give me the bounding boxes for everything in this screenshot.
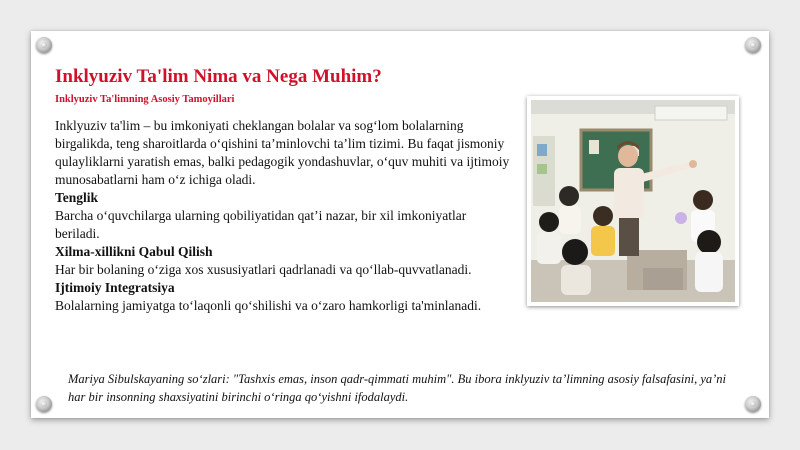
classroom-image	[527, 96, 739, 306]
slide-subtitle: Inklyuziv Ta'limning Asosiy Tamoyillari	[55, 94, 235, 105]
slide-body	[55, 117, 513, 315]
slide-title: Inklyuziv Ta'lim Nima va Nega Muhim?	[55, 66, 382, 87]
pushpin-icon	[745, 37, 761, 53]
classroom-illustration-icon	[531, 100, 735, 302]
pushpin-icon	[36, 396, 52, 412]
pushpin-icon	[745, 396, 761, 412]
intro-paragraph: Inklyuziv ta'lim – bu imkoniyati cheklangan bolalar va sog‘lom bolalarning birgalikda, teng sharoitlarda o‘qishini ta’minlovchi ta’lim tizimi. Bu faqat jismoniy qulayliklarni yaratish emas, balki pedagogik yondashuvlar, o‘quv muhiti va ijtimoiy munosabatlarni ham o‘z ichiga oladi.	[55, 118, 510, 187]
principle-text: Bolalarning jamiyatga to‘laqonli qo‘shilishi va o‘zaro hamkorligi ta'minlanadi.	[55, 298, 482, 313]
principle-heading: Xilma-xillikni Qabul Qilish	[55, 244, 213, 259]
principle-text: Barcha o‘quvchilarga ularning qobiliyatidan qat’i nazar, bir xil imkoniyatlar beriladi.	[55, 208, 467, 241]
principle-text: Har bir bolaning o‘ziga xos xususiyatlari qadrlanadi va qo‘llab-quvvatlanadi.	[55, 262, 472, 277]
principle-heading: Tenglik	[55, 190, 99, 205]
pushpin-icon	[36, 37, 52, 53]
principle-heading: Ijtimoiy Integratsiya	[55, 280, 175, 295]
quote-text: Mariya Sibulskayaning so‘zlari: "Tashxis emas, inson qadr-qimmati muhim". Bu ibora inklyuziv ta’limning asosiy falsafasini, ya’ni har bir insonning shaxsiyatini birinchi o‘ringa qo‘yishni ifodalaydi.	[68, 372, 727, 404]
